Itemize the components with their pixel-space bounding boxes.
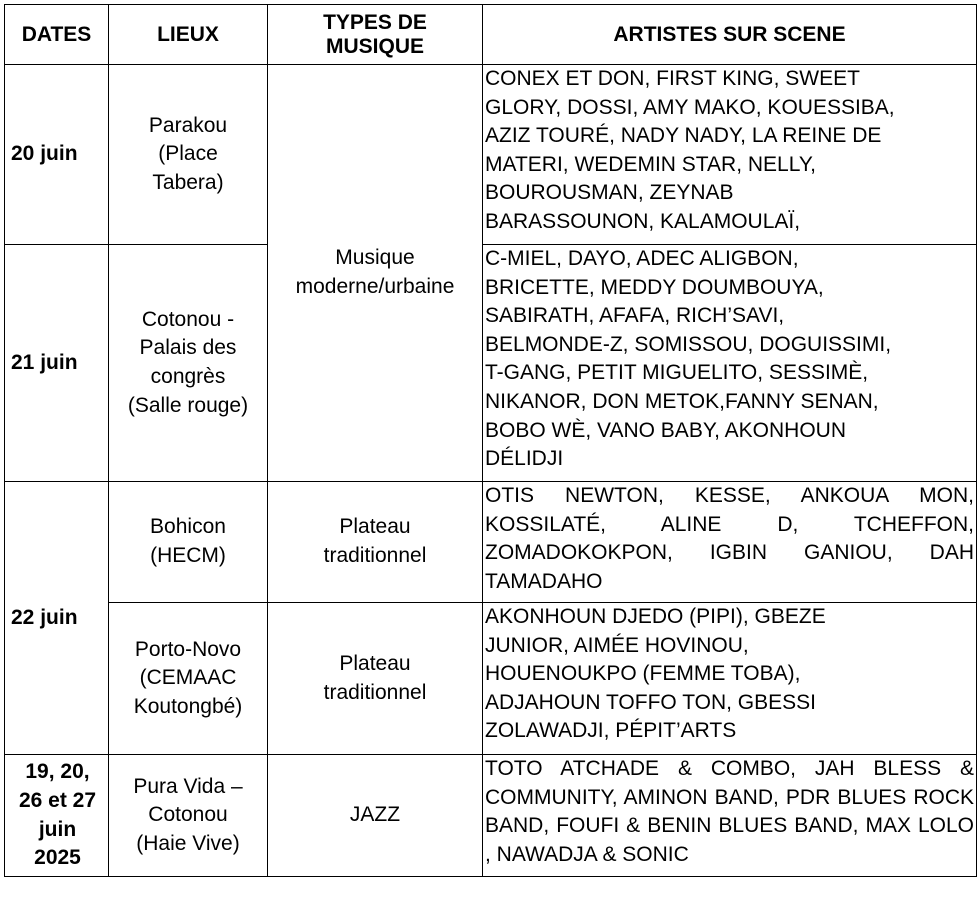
table-row: [5, 482, 977, 603]
header-types: TYPES DE MUSIQUE: [268, 5, 483, 65]
header-lieux: LIEUX: [109, 5, 268, 65]
place-cell: Bohicon (HECM): [109, 482, 268, 603]
date-cell: 19, 20, 26 et 27 juin 2025: [5, 755, 109, 877]
music-type-cell: JAZZ: [268, 755, 483, 877]
date-cell: 21 juin: [5, 245, 109, 482]
header-dates: DATES: [5, 5, 109, 65]
festival-schedule-table: [4, 4, 977, 877]
table-row: [5, 65, 977, 245]
place-cell: Parakou (Place Tabera): [109, 65, 268, 245]
place-cell: Cotonou - Palais des congrès (Salle rouge): [109, 245, 268, 482]
artists-cell: TOTO ATCHADE & COMBO, JAH BLESS & COMMUNITY, AMINON BAND, PDR BLUES ROCK BAND, FOUFI & BENIN BLUES BAND, MAX LOLO , NAWADJA & SONIC: [483, 755, 977, 877]
artists-cell: OTIS NEWTON, KESSE, ANKOUA MON, KOSSILATÉ, ALINE D, TCHEFFON, ZOMADOKOKPON, IGBIN GANIOU, DAH TAMADAHO: [483, 482, 977, 603]
date-cell: 20 juin: [5, 65, 109, 245]
artists-cell: AKONHOUN DJEDO (PIPI), GBEZE JUNIOR, AIMÉE HOVINOU, HOUENOUKPO (FEMME TOBA), ADJAHOUN TOFFO TON, GBESSI ZOLAWADJI, PÉPIT’ARTS: [483, 603, 977, 755]
header-row: [5, 5, 977, 65]
place-cell: Pura Vida – Cotonou (Haie Vive): [109, 755, 268, 877]
music-type-cell: Plateau traditionnel: [268, 603, 483, 755]
date-cell: 22 juin: [5, 482, 109, 755]
table-row: [5, 245, 977, 482]
table-row: [5, 603, 977, 755]
artists-cell: CONEX ET DON, FIRST KING, SWEET GLORY, DOSSI, AMY MAKO, KOUESSIBA, AZIZ TOURÉ, NADY NADY, LA REINE DE MATERI, WEDEMIN STAR, NELLY, BOUROUSMAN, ZEYNAB BARASSOUNON, KALAMOULAÏ,: [483, 65, 977, 245]
artists-cell: C-MIEL, DAYO, ADEC ALIGBON, BRICETTE, MEDDY DOUMBOUYA, SABIRATH, AFAFA, RICH’SAVI, BELMONDE-Z, SOMISSOU, DOGUISSIMI, T-GANG, PETIT MIGUELITO, SESSIMÈ, NIKANOR, DON METOK,FANNY SENAN, BOBO WÈ, VANO BABY, AKONHOUN DÉLIDJI: [483, 245, 977, 482]
music-type-cell: Plateau traditionnel: [268, 482, 483, 603]
place-cell: Porto-Novo (CEMAAC Koutongbé): [109, 603, 268, 755]
table-row: [5, 755, 977, 877]
music-type-cell: Musique moderne/urbaine: [268, 65, 483, 482]
header-artistes: ARTISTES SUR SCENE: [483, 5, 977, 65]
